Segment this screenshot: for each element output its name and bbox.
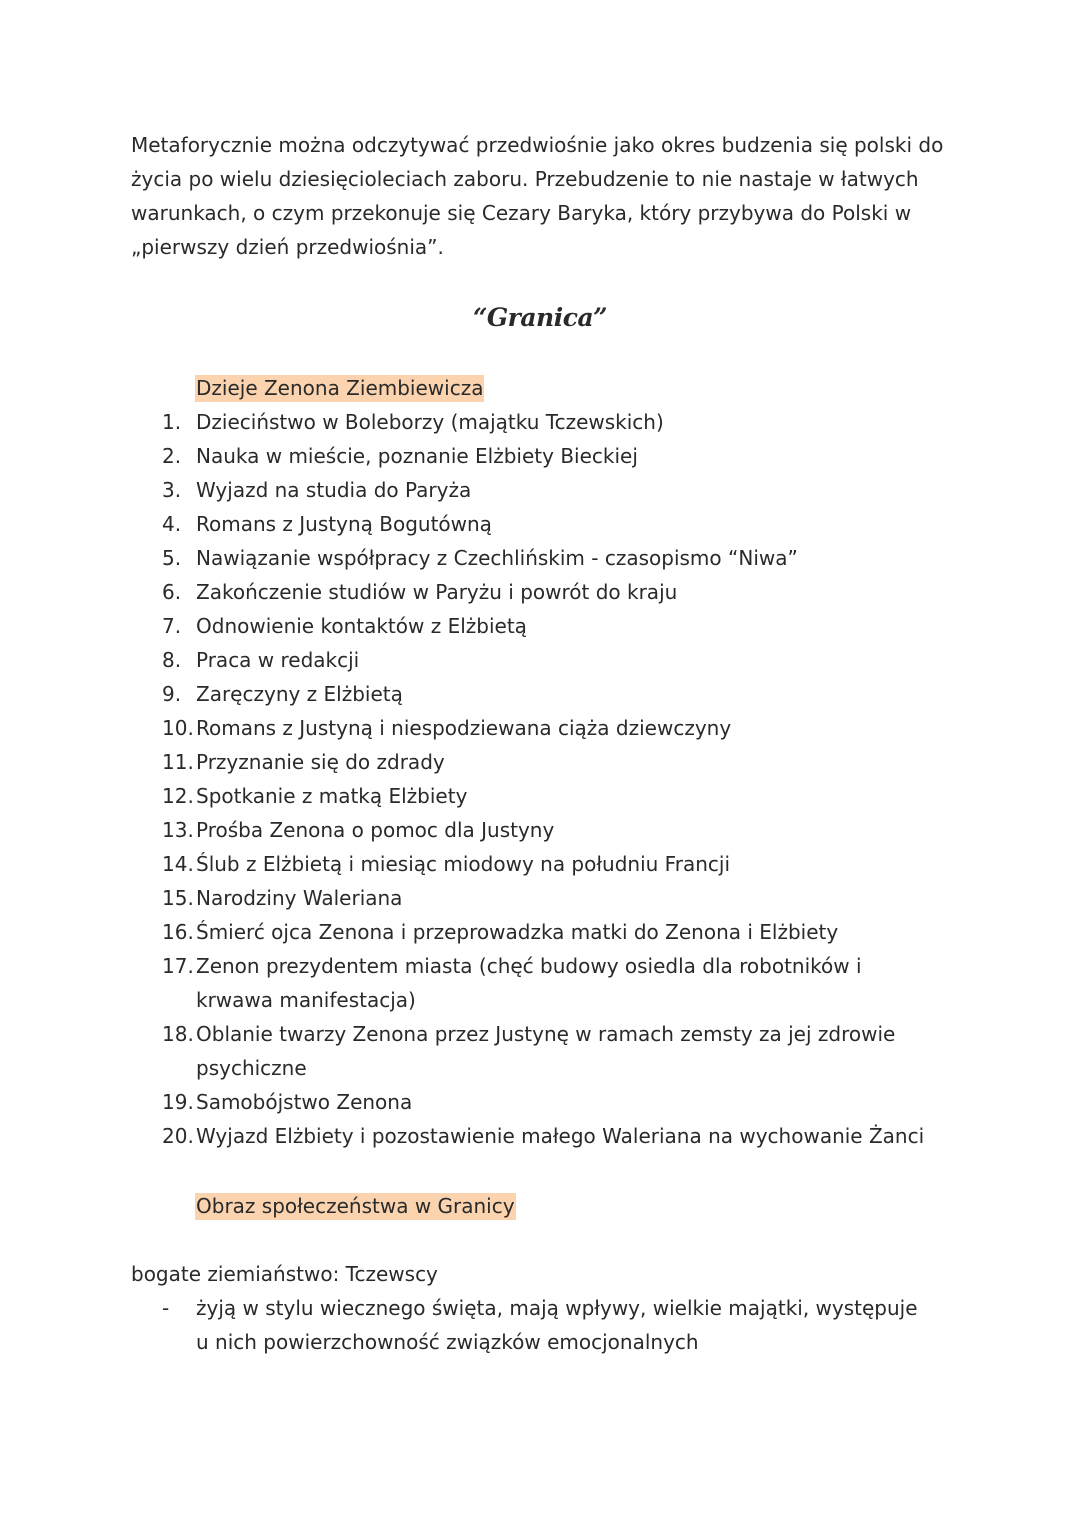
- item-number: 14.: [162, 852, 194, 876]
- item-text: Prośba Zenona o pomoc dla Justyny: [196, 818, 555, 842]
- list-item: [162, 1291, 932, 1359]
- item-number: 5.: [162, 546, 182, 570]
- item-text: Nawiązanie współpracy z Czechlińskim - czasopismo “Niwa”: [196, 546, 798, 570]
- bullet-list: [162, 1291, 932, 1359]
- list-item: [162, 609, 942, 643]
- item-text: Ślub z Elżbietą i miesiąc miodowy na południu Francji: [196, 852, 730, 876]
- events-list: [162, 405, 942, 1153]
- item-text: Romans z Justyną i niespodziewana ciąża dziewczyny: [196, 716, 732, 740]
- society-heading: [195, 1189, 516, 1223]
- item-text: Spotkanie z matką Elżbiety: [196, 784, 468, 808]
- item-number: 4.: [162, 512, 182, 536]
- item-text: Narodziny Waleriana: [196, 886, 403, 910]
- events-heading-text: Dzieje Zenona Ziembiewicza: [196, 376, 484, 400]
- item-text: Wyjazd Elżbiety i pozostawienie małego Waleriana na wychowanie Żanci: [196, 1124, 925, 1148]
- item-number: 15.: [162, 886, 194, 910]
- item-number: 11.: [162, 750, 194, 774]
- item-number: 9.: [162, 682, 182, 706]
- item-text: Przyznanie się do zdrady: [196, 750, 445, 774]
- item-text: żyją w stylu wiecznego święta, mają wpływy, wielkie majątki, występuje u nich powierzchowność związków emocjonalnych: [196, 1296, 918, 1354]
- list-item: [162, 643, 942, 677]
- list-item: [162, 677, 942, 711]
- item-number: 1.: [162, 410, 182, 434]
- list-item: [162, 439, 942, 473]
- list-item: [162, 405, 942, 439]
- list-item: [162, 1017, 942, 1085]
- item-number: 19.: [162, 1090, 194, 1114]
- item-text: Samobójstwo Zenona: [196, 1090, 413, 1114]
- item-number: 16.: [162, 920, 194, 944]
- item-number: 7.: [162, 614, 182, 638]
- item-number: 12.: [162, 784, 194, 808]
- item-number: 2.: [162, 444, 182, 468]
- item-text: Oblanie twarzy Zenona przez Justynę w ramach zemsty za jej zdrowie psychiczne: [196, 1022, 896, 1080]
- bullet-marker: -: [162, 1296, 170, 1320]
- list-item: [162, 915, 942, 949]
- item-number: 10.: [162, 716, 194, 740]
- events-heading: [195, 371, 484, 405]
- list-item: [162, 507, 942, 541]
- list-item: [162, 473, 942, 507]
- item-text: Dzieciństwo w Boleborzy (majątku Tczewskich): [196, 410, 664, 434]
- item-text: Romans z Justyną Bogutówną: [196, 512, 492, 536]
- item-number: 8.: [162, 648, 182, 672]
- society-heading-text: Obraz społeczeństwa w Granicy: [196, 1194, 515, 1218]
- item-number: 3.: [162, 478, 182, 502]
- list-item: [162, 541, 942, 575]
- section-title: “Granica”: [472, 303, 608, 332]
- list-item: [162, 575, 942, 609]
- item-text: Nauka w mieście, poznanie Elżbiety Bieckiej: [196, 444, 638, 468]
- social-class-label: bogate ziemiaństwo: Tczewscy: [131, 1262, 438, 1286]
- item-number: 13.: [162, 818, 194, 842]
- item-number: 20.: [162, 1124, 194, 1148]
- list-item: [162, 813, 942, 847]
- list-item: [162, 745, 942, 779]
- item-text: Zaręczyny z Elżbietą: [196, 682, 403, 706]
- list-item: [162, 949, 942, 1017]
- list-item: [162, 881, 942, 915]
- item-text: Zakończenie studiów w Paryżu i powrót do kraju: [196, 580, 678, 604]
- item-number: 18.: [162, 1022, 194, 1046]
- list-item: [162, 711, 942, 745]
- item-number: 17.: [162, 954, 194, 978]
- item-text: Wyjazd na studia do Paryża: [196, 478, 472, 502]
- list-item: [162, 847, 942, 881]
- item-text: Śmierć ojca Zenona i przeprowadzka matki do Zenona i Elżbiety: [196, 920, 839, 944]
- item-text: Zenon prezydentem miasta (chęć budowy osiedla dla robotników i krwawa manifestacja): [196, 954, 862, 1012]
- item-text: Odnowienie kontaktów z Elżbietą: [196, 614, 527, 638]
- item-text: Praca w redakcji: [196, 648, 360, 672]
- list-item: [162, 1085, 942, 1119]
- list-item: [162, 1119, 942, 1153]
- item-number: 6.: [162, 580, 182, 604]
- list-item: [162, 779, 942, 813]
- intro-paragraph: Metaforycznie można odczytywać przedwiośnie jako okres budzenia się polski do życia po wielu dziesięcioleciach zaboru. Przebudzenie to nie nastaje w łatwych warunkach, o czym przekonuje się Cezary Baryka, który przybywa do Polski w „pierwszy dzień przedwiośnia”.: [131, 133, 944, 259]
